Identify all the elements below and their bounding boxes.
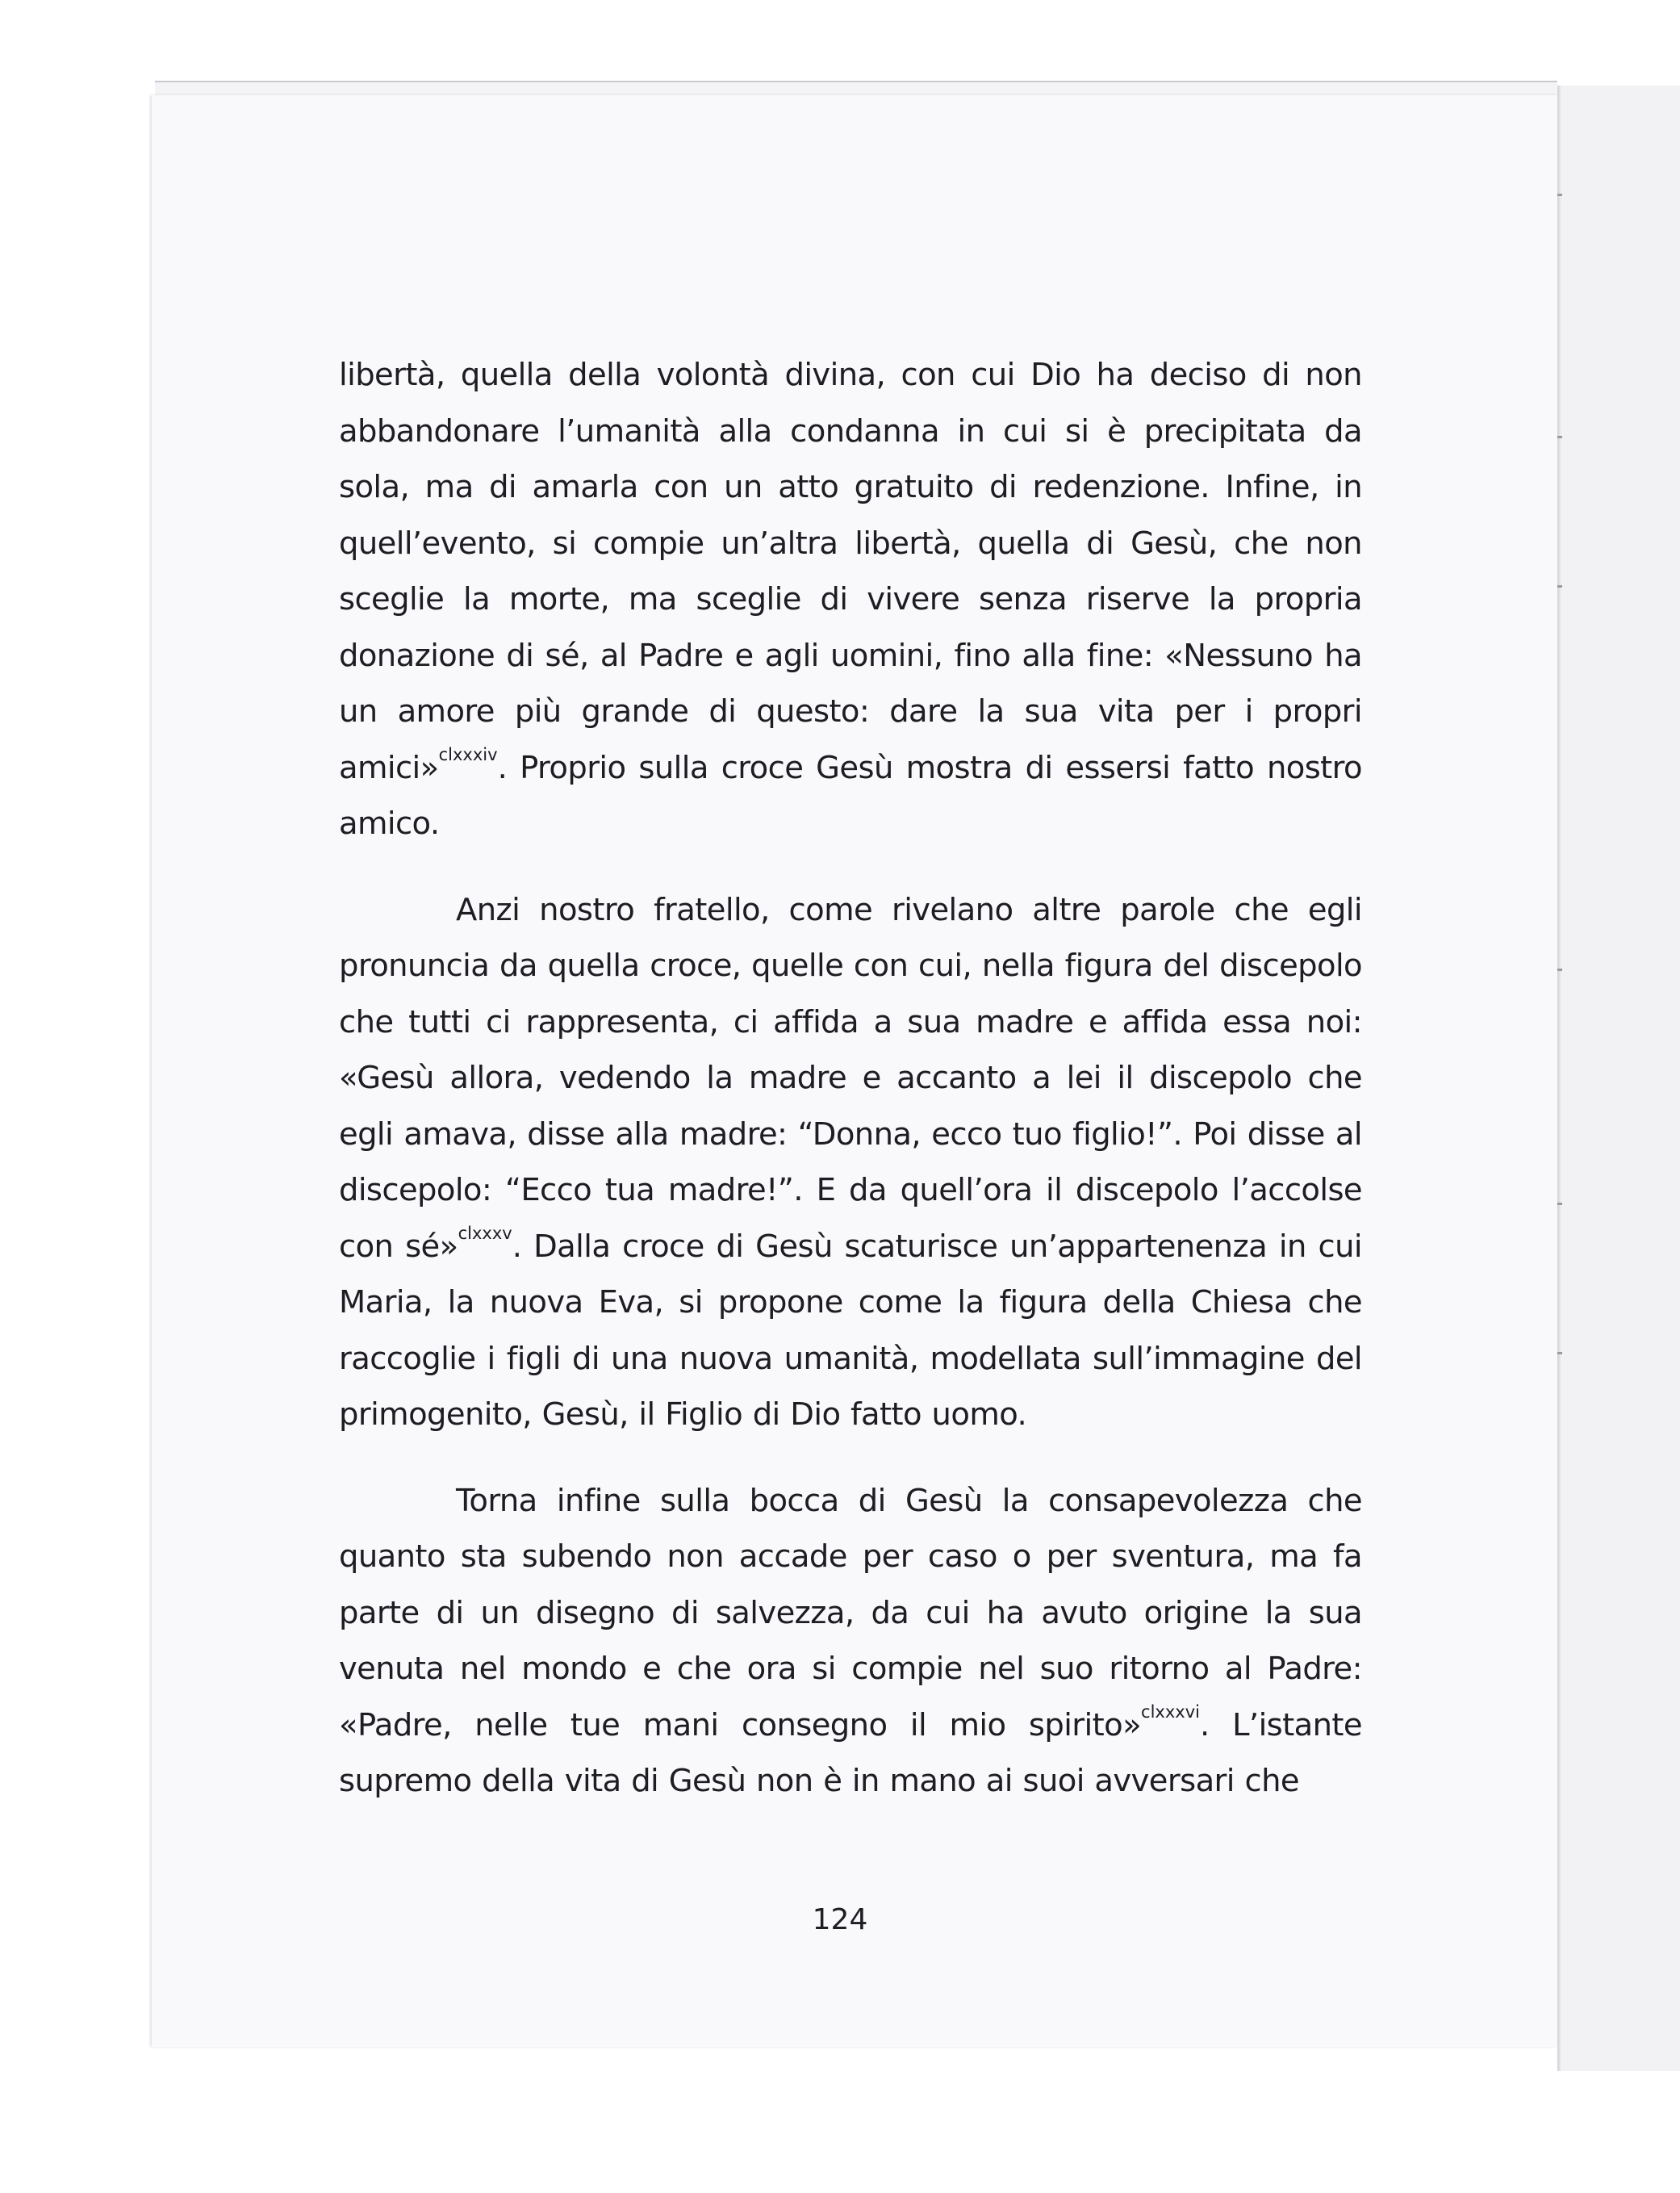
facing-page-edge	[1557, 86, 1680, 2071]
paragraph-text: . Proprio sulla croce Gesù mostra di essersi fatto nostro amico.	[339, 749, 1362, 842]
page-top-edge	[155, 81, 1557, 97]
paragraph-text: Torna infine sulla bocca di Gesù la consapevolezza che quanto sta subendo non accade per caso o per sventura, ma fa parte di un disegno di salvezza, da cui ha avuto origine la sua venuta nel mondo e che ora si compie nel suo ritorno al Padre: «Padre, nelle tue mani consegno il mio spirito»	[339, 1482, 1362, 1743]
body-text	[339, 347, 1362, 1810]
paragraph-text: libertà, quella della volontà divina, con cui Dio ha deciso di non abbandonare l’umanità alla condanna in cui si è precipitata da sola, ma di amarla con un atto gratuito di redenzione. Infine, in quell’evento, si compie un’altra libertà, quella di Gesù, che non sceglie la morte, ma sceglie di vivere senza riserve la propria donazione di sé, al Padre e agli uomini, fino alla fine: «Nessuno ha un amore più grande di questo: dare la sua vita per i propri amici»	[339, 357, 1362, 786]
endnote-marker: clxxxiv	[438, 744, 498, 764]
page-number: 124	[812, 1903, 868, 1936]
endnote-marker: clxxxv	[458, 1223, 512, 1243]
paragraph-text: . L’istante supremo della vita di Gesù non è in mano ai suoi avversari che	[339, 1706, 1362, 1799]
paragraph	[339, 347, 1362, 852]
paragraph-text: Anzi nostro fratello, come rivelano altre parole che egli pronuncia da quella croce, quelle con cui, nella figura del discepolo che tutti ci rappresenta, ci affida a sua madre e affida essa noi: «Gesù allora, vedendo la madre e accanto a lei il discepolo che egli amava, disse alla madre: “Donna, ecco tuo figlio!”. Poi disse al discepolo: “Ecco tua madre!”. E da quell’ora il discepolo l’accolse con sé»	[339, 891, 1362, 1265]
paragraph-text: . Dalla croce di Gesù scaturisce un’appartenenza in cui Maria, la nuova Eva, si propone come la figura della Chiesa che raccoglie i figli di una nuova umanità, modellata sull’immagine del primogenito, Gesù, il Figlio di Dio fatto uomo.	[339, 1228, 1362, 1433]
paragraph	[339, 882, 1362, 1443]
endnote-marker: clxxxvi	[1141, 1701, 1200, 1722]
paragraph	[339, 1473, 1362, 1810]
